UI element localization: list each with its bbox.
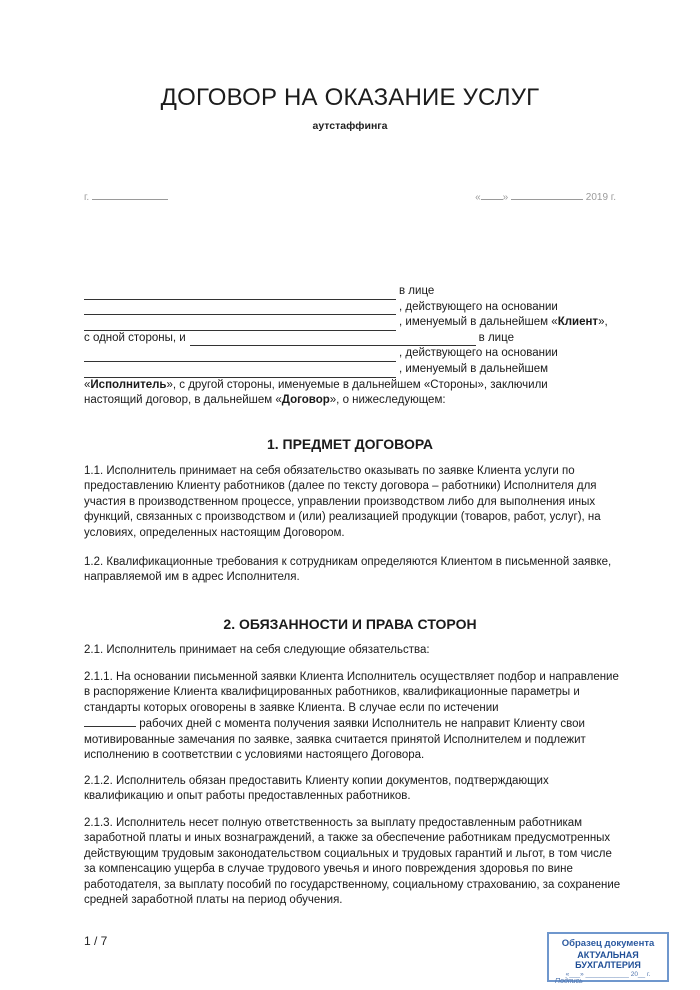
party-line (84, 284, 614, 300)
blank-line (190, 334, 476, 346)
document-title: ДОГОВОР НА ОКАЗАНИЕ УСЛУГ (160, 84, 540, 111)
blank-line (84, 366, 396, 378)
document-subtitle: аутстаффинга (312, 120, 388, 132)
party-text: », с другой стороны, именуемые в дальнейшем «Стороны», заключили (166, 378, 548, 391)
contract-label: Договор (281, 394, 330, 407)
day-blank (481, 190, 503, 200)
city-blank (92, 190, 168, 200)
clause-text: 2.1.1. На основании письменной заявки Клиента Исполнитель осуществляет подбор и направление в распоряжение Клиента квалифицированных работников, квалификационные параметры и стандарты которых оговорены в заявке Клиента. В случае если по истечении (84, 671, 619, 714)
party-line (84, 346, 614, 362)
party-line (84, 315, 614, 331)
party-line (84, 378, 614, 394)
page-number: 1 / 7 (84, 934, 108, 948)
party-text: », о нижеследующем: (329, 394, 446, 407)
clause-2-1: 2.1. Исполнитель принимает на себя следующие обязательства: (84, 644, 430, 656)
party-text: « (84, 378, 91, 391)
client-label: Клиент (557, 316, 599, 329)
clause-2-1-1 (84, 670, 624, 763)
clause-2-1-2: 2.1.2. Исполнитель обязан предоставить Клиенту копии документов, подтверждающих квалификацию и опыт работы предоставленных работников. (84, 775, 549, 803)
party-text: , действующего на основании (399, 347, 558, 360)
date-field (475, 190, 616, 203)
blank-line (84, 319, 396, 331)
stamp-signature: Подпись (555, 978, 583, 985)
date-quote-open: « (475, 192, 481, 203)
party-text: , действующего на основании (399, 300, 558, 313)
year-suffix: 2019 г. (585, 192, 616, 203)
parties-block (84, 284, 614, 409)
city-field (84, 190, 168, 203)
clause-2-1-3: 2.1.3. Исполнитель несет полную ответственность за выплату предоставленным работникам заработной платы и иных вознаграждений, а также за обеспечение работникам предусмотренных действующим трудовым законодательством социальных и трудовых гарантий и льгот, в том числе за компенсацию ущерба в случае трудового увечья и иного повреждения здоровья по вине работодателя, за выплату пособий по государственному, социальному страхованию, за сохранение средней заработной платы на период обучения. (84, 817, 621, 907)
party-text: , именуемый в дальнейшем « (399, 316, 558, 329)
party-line (84, 362, 614, 378)
party-text: в лице (478, 331, 514, 344)
blank-line (84, 350, 396, 362)
party-line (84, 300, 614, 316)
blank-line (84, 303, 396, 315)
party-text: настоящий договор, в дальнейшем « (84, 394, 282, 407)
stamp-brand: АКТУАЛЬНАЯ БУХГАЛТЕРИЯ (575, 950, 641, 970)
city-prefix: г. (84, 192, 90, 203)
party-line (84, 393, 614, 409)
clause-text: рабочих дней с момента получения заявки Исполнитель не направит Клиенту свои мотивированные замечания по заявке, заявка считается принятой Исполнителем и подлежит исполнению в соответствии с условиями настоящего Договора. (84, 718, 586, 762)
clause-1-1: 1.1. Исполнитель принимает на себя обязательство оказывать по заявке Клиента услуги по предоставлению Клиенту работников (далее по тексту договора – работники) Исполнителя для участия в производственном процессе, управлении производством либо для выполнения иных функций, связанных с производством и (или) реализацией продукции (товаров, работ, услуг), на условиях, определенных настоящим Договором. (84, 465, 601, 539)
party-text: , именуемый в дальнейшем (399, 362, 549, 375)
blank-line (84, 288, 396, 300)
stamp-title: Образец документа (561, 938, 655, 949)
stamp-date: «___» ____________ 20__ г. (565, 971, 651, 978)
month-blank (511, 190, 583, 200)
date-quote-close: » (502, 192, 509, 203)
contractor-label: Исполнитель (90, 378, 167, 391)
sample-stamp (547, 932, 669, 985)
party-text: », (598, 316, 608, 329)
days-blank (84, 716, 136, 727)
section-heading-subject: 1. ПРЕДМЕТ ДОГОВОРА (266, 436, 434, 452)
section-heading-obligations: 2. ОБЯЗАННОСТИ И ПРАВА СТОРОН (223, 616, 477, 632)
party-line (84, 331, 614, 347)
party-text: с одной стороны, и (84, 331, 186, 344)
clause-1-2: 1.2. Квалификационные требования к сотрудникам определяются Клиентом в письменной заявке, направляемой им в адрес Исполнителя. (84, 556, 612, 584)
party-text: в лице (399, 285, 435, 297)
